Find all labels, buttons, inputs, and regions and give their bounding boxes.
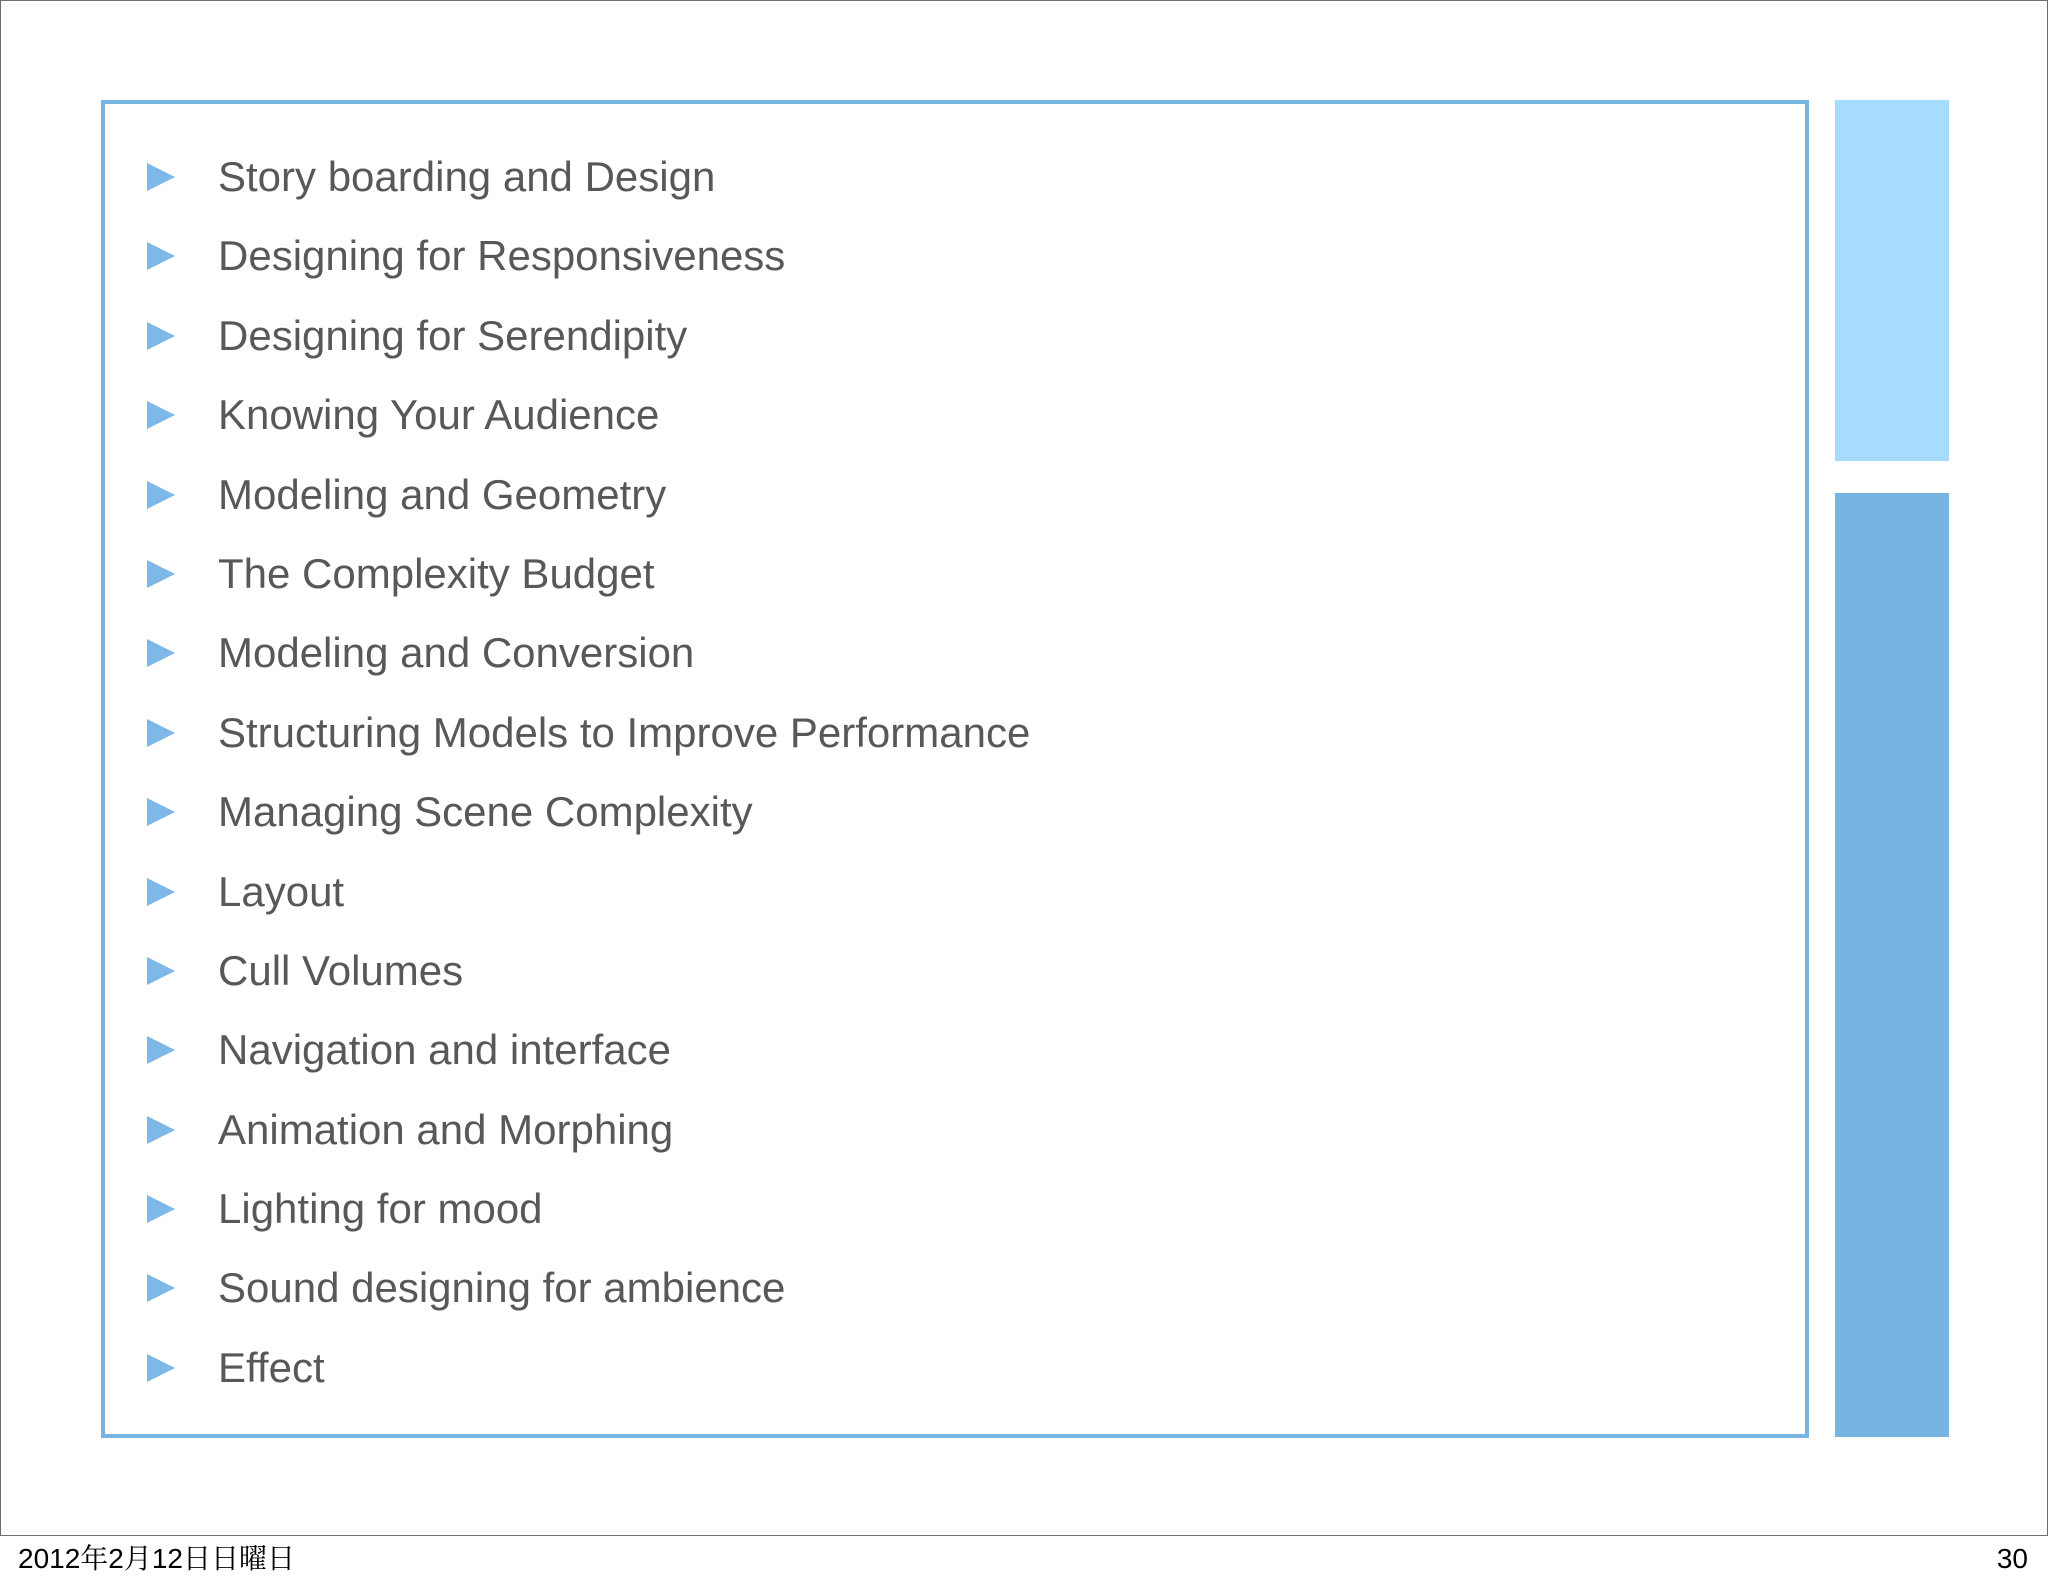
content-frame bbox=[101, 100, 1809, 1438]
triangle-right-icon bbox=[147, 719, 175, 747]
footer-date: 2012年2月12日日曜日 bbox=[18, 1543, 296, 1574]
triangle-right-icon bbox=[147, 560, 175, 588]
list-item-label: Modeling and Conversion bbox=[218, 629, 695, 677]
list-item-label: Layout bbox=[218, 867, 345, 915]
triangle-right-icon bbox=[147, 1116, 175, 1144]
triangle-right-icon bbox=[147, 639, 175, 667]
list-item bbox=[105, 1264, 1805, 1367]
triangle-right-icon bbox=[147, 242, 175, 270]
page-number: 30 bbox=[1996, 1543, 2028, 1574]
triangle-right-icon bbox=[147, 1036, 175, 1064]
list-item-label: Story boarding and Design bbox=[218, 153, 716, 200]
bullet-list bbox=[105, 153, 1805, 1447]
triangle-right-icon bbox=[147, 401, 175, 429]
triangle-right-icon bbox=[147, 957, 175, 985]
triangle-right-icon bbox=[147, 322, 175, 350]
list-item-label: Lighting for mood bbox=[218, 1185, 543, 1233]
list-item-label: Modeling and Geometry bbox=[218, 470, 667, 518]
list-item-label: Effect bbox=[218, 1343, 325, 1391]
triangle-right-icon bbox=[147, 1274, 175, 1302]
list-item-label: Structuring Models to Improve Performance bbox=[218, 708, 1031, 756]
list-item bbox=[105, 1343, 1805, 1447]
triangle-right-icon bbox=[147, 878, 175, 906]
list-item-label: Knowing Your Audience bbox=[218, 391, 660, 439]
triangle-right-icon bbox=[147, 481, 175, 509]
triangle-right-icon bbox=[147, 798, 175, 826]
list-item-label: The Complexity Budget bbox=[218, 549, 655, 597]
accent-bar-dark bbox=[1835, 493, 1949, 1437]
list-item-label: Sound designing for ambience bbox=[218, 1264, 786, 1312]
triangle-right-icon bbox=[147, 163, 175, 191]
triangle-right-icon bbox=[147, 1195, 175, 1223]
list-item-label: Managing Scene Complexity bbox=[218, 788, 753, 836]
list-item-label: Designing for Serendipity bbox=[218, 311, 688, 359]
list-item-label: Navigation and interface bbox=[218, 1026, 671, 1074]
list-item-label: Cull Volumes bbox=[218, 946, 464, 994]
list-item-label: Designing for Responsiveness bbox=[218, 232, 786, 280]
accent-bar-light bbox=[1835, 100, 1949, 461]
triangle-right-icon bbox=[147, 1354, 175, 1382]
list-item-label: Animation and Morphing bbox=[218, 1105, 674, 1153]
list-item bbox=[105, 788, 1805, 891]
